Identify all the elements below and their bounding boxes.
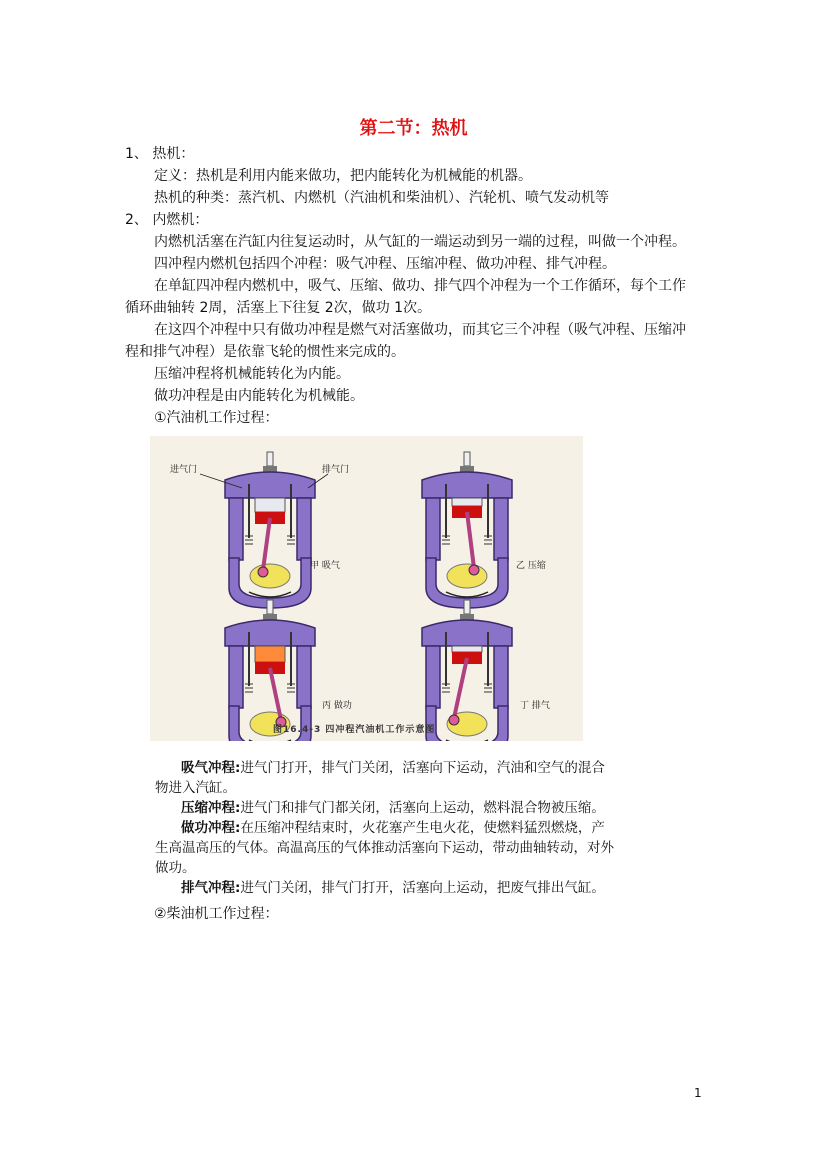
paragraph-cycle-line1: 在单缸四冲程内燃机中，吸气、压缩、做功、排气四个冲程为一个工作循环，每个工作 — [154, 278, 686, 294]
heat-engine-kinds-text: 热机的种类：蒸汽机、内燃机（汽油机和柴油机）、汽轮机、喷气发动机等 — [154, 190, 609, 206]
stroke-c-label: 丙 做功 — [322, 701, 352, 711]
paragraph-power-stroke-line2: 程和排气冲程）是依靠飞轮的惯性来完成的。 — [125, 344, 405, 360]
intake-valve-label: 进气门 — [170, 465, 198, 475]
engine-figure — [150, 436, 583, 741]
section-2-heading: 2、 内燃机： — [125, 212, 209, 228]
power-stroke-label: 做功冲程: — [181, 820, 241, 836]
engine-diagram — [150, 436, 583, 741]
intake-stroke-label: 吸气冲程: — [181, 760, 241, 776]
exhaust-stroke-line: 排气冲程:进气门关闭，排气门打开，活塞向上运动，把废气排出气缸。 — [181, 880, 605, 896]
power-stroke-line3: 做功。 — [155, 860, 196, 876]
compression-stroke-label: 压缩冲程: — [181, 800, 241, 816]
intake-stroke-line1: 吸气冲程:进气门打开，排气门关闭，活塞向下运动，汽油和空气的混合 — [181, 760, 605, 776]
power-stroke-line2: 生高温高压的气体。高温高压的气体推动活塞向下运动，带动曲轴转动，对外 — [155, 840, 614, 856]
intake-stroke-line2: 物进入汽缸。 — [155, 780, 236, 796]
diesel-engine-heading: ②柴油机工作过程： — [154, 906, 279, 922]
paragraph-power: 做功冲程是由内能转化为机械能。 — [154, 388, 364, 404]
power-stroke-line1: 做功冲程:在压缩冲程结束时，火花塞产生电火花，使燃料猛烈燃烧，产 — [181, 820, 605, 836]
page-number: 1 — [694, 1086, 702, 1100]
stroke-b-label: 乙 压缩 — [516, 561, 546, 571]
paragraph-cycle-line2: 循环曲轴转 2周，活塞上下往复 2次，做功 1次。 — [125, 300, 432, 316]
exhaust-valve-label: 排气门 — [322, 465, 350, 475]
page-title: 第二节：热机 — [359, 118, 468, 139]
section-1-heading: 1、 热机： — [125, 146, 195, 162]
exhaust-stroke-label: 排气冲程: — [181, 880, 241, 896]
paragraph-power-stroke-line1: 在这四个冲程中只有做功冲程是燃气对活塞做功，而其它三个冲程（吸气冲程、压缩冲 — [154, 322, 686, 338]
paragraph-compression: 压缩冲程将机械能转化为内能。 — [154, 366, 350, 382]
gasoline-engine-heading: ①汽油机工作过程： — [154, 410, 279, 426]
paragraph-stroke-definition: 内燃机活塞在汽缸内往复运动时，从气缸的一端运动到另一端的过程，叫做一个冲程。 — [154, 234, 686, 250]
figure-caption: 图16.4-3 四冲程汽油机工作示意图 — [273, 725, 436, 735]
definition-text: 定义：热机是利用内能来做功，把内能转化为机械能的机器。 — [154, 168, 532, 184]
compression-stroke-line: 压缩冲程:进气门和排气门都关闭，活塞向上运动，燃料混合物被压缩。 — [181, 800, 605, 816]
stroke-d-label: 丁 排气 — [520, 701, 550, 711]
paragraph-four-strokes: 四冲程内燃机包括四个冲程：吸气冲程、压缩冲程、做功冲程、排气冲程。 — [154, 256, 616, 272]
stroke-a-label: 甲 吸气 — [310, 561, 340, 571]
